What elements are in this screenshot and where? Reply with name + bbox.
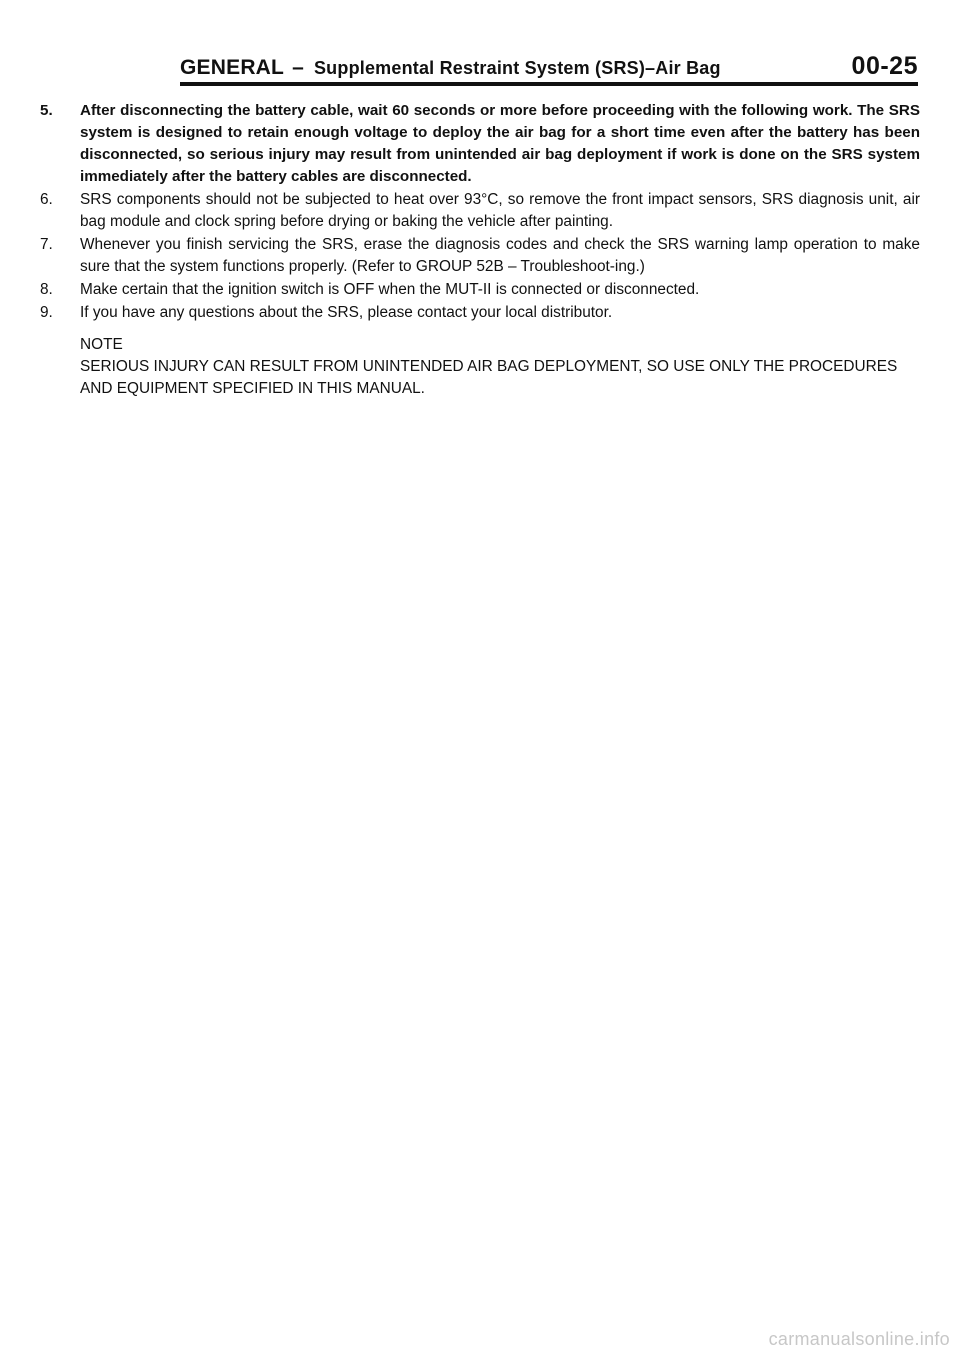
list-item-text: After disconnecting the battery cable, wait 60 seconds or more before proceeding with the following work. The SRS system is designed to retain enough voltage to deploy the air bag for a short time even after the battery has been disconnected, so serious injury may result from unintended air bag deployment if work is done on the SRS system immediately after the battery cables are disconnected. — [80, 102, 920, 185]
note-text: SERIOUS INJURY CAN RESULT FROM UNINTENDED AIR BAG DEPLOYMENT, SO USE ONLY THE PROCEDURES AND EQUIPMENT SPECIFIED IN THIS MANUAL. — [80, 358, 898, 397]
page-content — [40, 100, 920, 400]
list-item-text: SRS components should not be subjected to heat over 93°C, so remove the front impact sensors, SRS diagnosis unit, air bag module and clock spring before drying or baking the vehicle after painting. — [80, 191, 920, 230]
list-item-text: If you have any questions about the SRS, please contact your local distributor. — [80, 304, 613, 321]
header-subtitle: Supplemental Restraint System (SRS)–Air Bag — [313, 58, 721, 78]
header-title — [180, 56, 721, 80]
header-section-name: GENERAL — [180, 56, 285, 79]
list-item — [40, 302, 920, 324]
list-item-text: Whenever you finish servicing the SRS, erase the diagnosis codes and check the SRS warning lamp operation to make sure that the system functions properly. (Refer to GROUP 52B – Troubleshoot-ing.) — [80, 236, 920, 275]
list-item-number: 7. — [40, 236, 53, 253]
watermark-text: carmanualsonline.info — [768, 1329, 950, 1349]
list-item-text: Make certain that the ignition switch is OFF when the MUT-II is connected or disconnected. — [80, 281, 700, 298]
header-dash: – — [292, 56, 304, 79]
list-item-number: 5. — [40, 102, 53, 119]
header-rule — [180, 82, 918, 86]
list-item-number: 8. — [40, 281, 53, 298]
list-item — [40, 234, 920, 278]
note-label: NOTE — [80, 336, 123, 353]
list-item — [40, 279, 920, 301]
list-item-number: 6. — [40, 191, 53, 208]
list-item — [40, 189, 920, 233]
page-header — [180, 52, 918, 84]
note-block — [40, 334, 920, 400]
list-item — [40, 100, 920, 188]
page-number: 00-25 — [851, 52, 918, 80]
list-item-number: 9. — [40, 304, 53, 321]
